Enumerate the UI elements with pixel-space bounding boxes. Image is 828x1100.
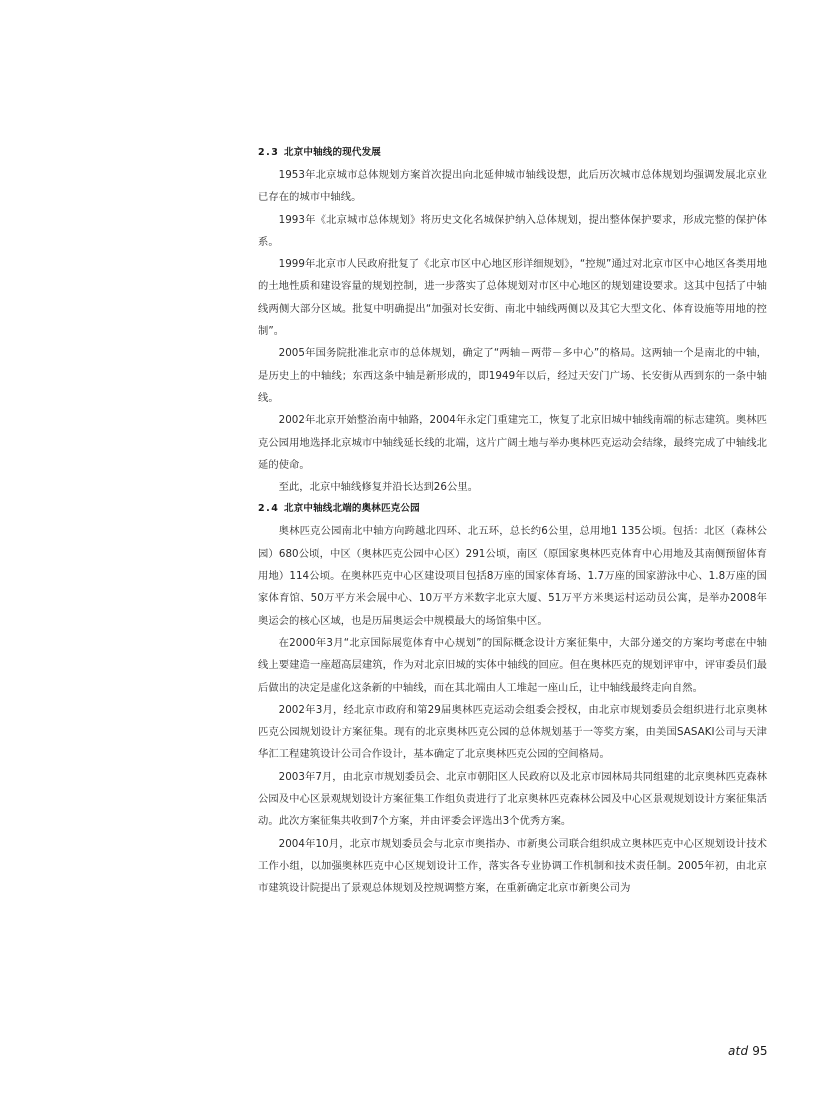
journal-logo: atd: [728, 1044, 749, 1058]
section-heading-2-3: [258, 142, 767, 164]
section-heading-2-4: [258, 498, 767, 520]
paragraph: 1999年北京市人民政府批复了《北京市区中心地区形详细规划》，“控规”通过对北京市区中心地区各类用地的土地性质和建设容量的规划控制，进一步落实了总体规划对市区中心地区的规划建设要求。这其中包括了中轴线两侧大部分区域。批复中明确提出“加强对长安街、南北中轴线两侧以及其它大型文化、体育设施等用地的控制”。: [258, 258, 767, 338]
paragraph: 2002年3月，经北京市政府和第29届奥林匹克运动会组委会授权，由北京市规划委员会组织进行北京奥林匹克公园规划设计方案征集。现有的北京奥林匹克公园的总体规划基于一等奖方案，由美国SASAKI公司与天津华汇工程建筑设计公司合作设计，基本确定了北京奥林匹克公园的空间格局。: [258, 703, 767, 761]
article-body: [258, 142, 767, 900]
paragraph: 1993年《北京城市总体规划》将历史文化名城保护纳入总体规划，提出整体保护要求，形成完整的保护体系。: [258, 213, 767, 248]
page-footer: [728, 1044, 768, 1058]
section-number: 2.4: [258, 503, 280, 515]
paragraph: 2003年7月，由北京市规划委员会、北京市朝阳区人民政府以及北京市园林局共同组建的北京奥林匹克森林公园及中心区景观规划设计方案征集工作组负责进行了北京奥林匹克森林公园及中心区景观规划设计方案征集活动。此次方案征集共收到7个方案，并由评委会评选出3个优秀方案。: [258, 770, 767, 828]
paragraph: 1953年北京城市总体规划方案首次提出向北延伸城市轴线设想，此后历次城市总体规划均强调发展北京业已存在的城市中轴线。: [258, 169, 767, 204]
paragraph: 2004年10月，北京市规划委员会与北京市奥指办、市新奥公司联合组织成立奥林匹克中心区规划设计技术工作小组，以加强奥林匹克中心区规划设计工作，落实各专业协调工作机制和技术责任制。2005年初，由北京市建筑设计院提出了景观总体规划及控规调整方案，在重新确定北京市新奥公司为: [258, 837, 767, 895]
section-title: 北京中轴线北端的奥林匹克公园: [284, 503, 420, 515]
paragraph: 2005年国务院批准北京市的总体规划，确定了“两轴－两带－多中心”的格局。这两轴一个是南北的中轴，是历史上的中轴线；东西这条中轴是新形成的，即1949年以后，经过天安门广场、长安街从西到东的一条中轴线。: [258, 347, 767, 404]
paragraph: 奥林匹克公园南北中轴方向跨越北四环、北五环，总长约6公里，总用地1 135公顷。包括：北区（森林公园）680公顷，中区（奥林匹克公园中心区）291公顷，南区（原国家奥林匹克体育中心用地及其南侧预留体育用地）114公顷。在奥林匹克中心区建设项目包括8万座的国家体育场、1.7万座的国家游泳中心、1.8万座的国家体育馆、50万平方米会展中心、10万平方米数字北京大厦、51万平方米奥运村运动员公寓，是举办2008年奥运会的核心区域，也是历届奥运会中规模最大的场馆集中区。: [258, 525, 767, 627]
section-number: 2.3: [258, 147, 280, 158]
paragraph: 在2000年3月“北京国际展览体育中心规划”的国际概念设计方案征集中，大部分递交的方案均考虑在中轴线上要建造一座超高层建筑，作为对北京旧城的实体中轴线的回应。但在奥林匹克的规划评审中，评审委员们最后做出的决定是虚化这条新的中轴线，而在其北端由人工堆起一座山丘，让中轴线最终走向自然。: [258, 636, 767, 694]
paragraph: 2002年北京开始整治南中轴路，2004年永定门重建完工，恢复了北京旧城中轴线南端的标志建筑。奥林匹克公园用地选择北京城市中轴线延长线的北端，这片广阔土地与举办奥林匹克运动会结缘，最终完成了中轴线北延的使命。: [258, 414, 767, 471]
page-number: 95: [752, 1044, 768, 1058]
section-title: 北京中轴线的现代发展: [284, 147, 382, 158]
paragraph: 至此，北京中轴线修复并沿长达到26公里。: [278, 481, 479, 494]
